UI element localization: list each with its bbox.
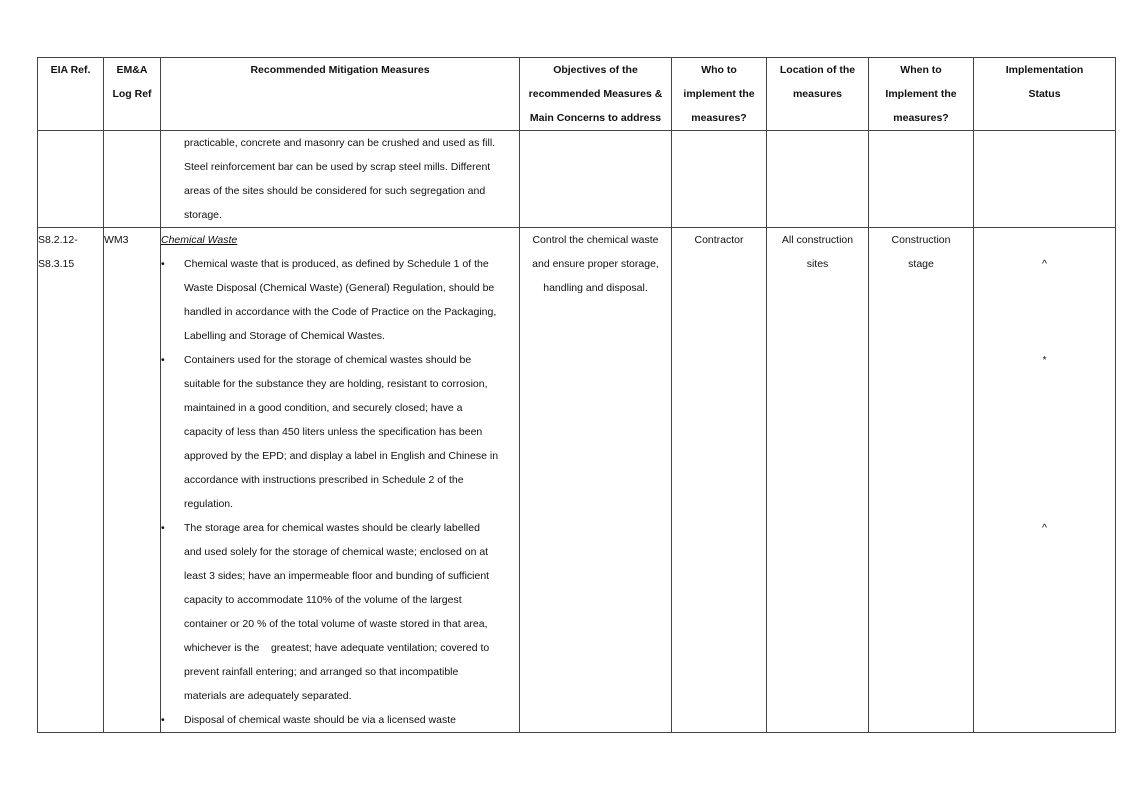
measure-line: storage.: [184, 209, 222, 221]
row2-location-cell: All construction sites: [767, 228, 869, 733]
measure-bullet: • Containers used for the storage of chemical wastes should be suitable for the substance they are holding, resistant to corrosion, maintained in a good condition, and securely closed; have a capacity of less than 450 liters unless the specification has been approved by the EPD; and display a label in English and Chinese in accordance with instructions prescribed in Schedule 2 of the regulation.: [161, 348, 519, 516]
header-location: Location of the measures: [767, 58, 869, 131]
row2-who-cell: Contractor: [672, 228, 767, 733]
header-eia-ref: EIA Ref.: [38, 58, 104, 131]
row1-who-cell: [672, 131, 767, 228]
row1-log-ref-cell: [104, 131, 161, 228]
table-row: [38, 131, 1116, 228]
row1-location-cell: [767, 131, 869, 228]
header-when: When to Implement the measures?: [869, 58, 974, 131]
row1-eia-ref-cell: [38, 131, 104, 228]
header-measures: Recommended Mitigation Measures: [161, 58, 520, 131]
bullet-dot: •: [161, 354, 165, 366]
measure-bullet: • Disposal of chemical waste should be via a licensed waste: [161, 708, 519, 732]
header-objectives: Objectives of the recommended Measures & Main Concerns to address: [520, 58, 672, 131]
header-who: Who to implement the measures?: [672, 58, 767, 131]
measure-bullet: • Chemical waste that is produced, as defined by Schedule 1 of the Waste Disposal (Chemical Waste) (General) Regulation, should be handled in accordance with the Code of Practice on the Packaging, Labelling and Storage of Chemical Wastes.: [161, 252, 519, 348]
header-status: Implementation Status: [974, 58, 1116, 131]
header-row: [38, 58, 1116, 131]
header-log-ref: EM&A Log Ref: [104, 58, 161, 131]
bullet-dot: •: [161, 522, 165, 534]
row1-status-cell: [974, 131, 1116, 228]
row2-objectives-cell: Control the chemical waste and ensure proper storage, handling and disposal.: [520, 228, 672, 733]
measure-line: areas of the sites should be considered for such segregation and: [184, 185, 486, 197]
bullet-dot: •: [161, 714, 165, 726]
row1-objectives-cell: [520, 131, 672, 228]
measure-line: practicable, concrete and masonry can be crushed and used as fill.: [184, 137, 496, 149]
status-mark: ^: [1042, 522, 1047, 534]
row2-measures-cell: [161, 228, 520, 733]
row2-eia-ref-cell: S8.2.12- S8.3.15: [38, 228, 104, 733]
measure-line: Steel reinforcement bar can be used by scrap steel mills. Different: [184, 161, 491, 173]
bullet-dot: •: [161, 258, 165, 270]
row2-when-cell: Construction stage: [869, 228, 974, 733]
table-row: [38, 228, 1116, 733]
row2-log-ref-cell: WM3: [104, 228, 161, 733]
row1-measures-cell: [161, 131, 520, 228]
row1-when-cell: [869, 131, 974, 228]
status-mark: ^: [1042, 258, 1047, 270]
measure-bullet: • The storage area for chemical wastes should be clearly labelled and used solely for the storage of chemical waste; enclosed on at least 3 sides; have an impermeable floor and bunding of sufficient capacity to accommodate 110% of the volume of the largest container or 20 % of the total volume of waste stored in that area, whichever is the greatest; have adequate ventilation; covered to prevent rainfall entering; and arranged so that incompatible materials are adequately separated.: [161, 516, 519, 708]
row2-status-cell: [974, 228, 1116, 733]
mitigation-measures-table: [37, 57, 1116, 733]
measure-title: Chemical Waste: [161, 234, 238, 246]
status-mark: *: [1042, 354, 1047, 366]
